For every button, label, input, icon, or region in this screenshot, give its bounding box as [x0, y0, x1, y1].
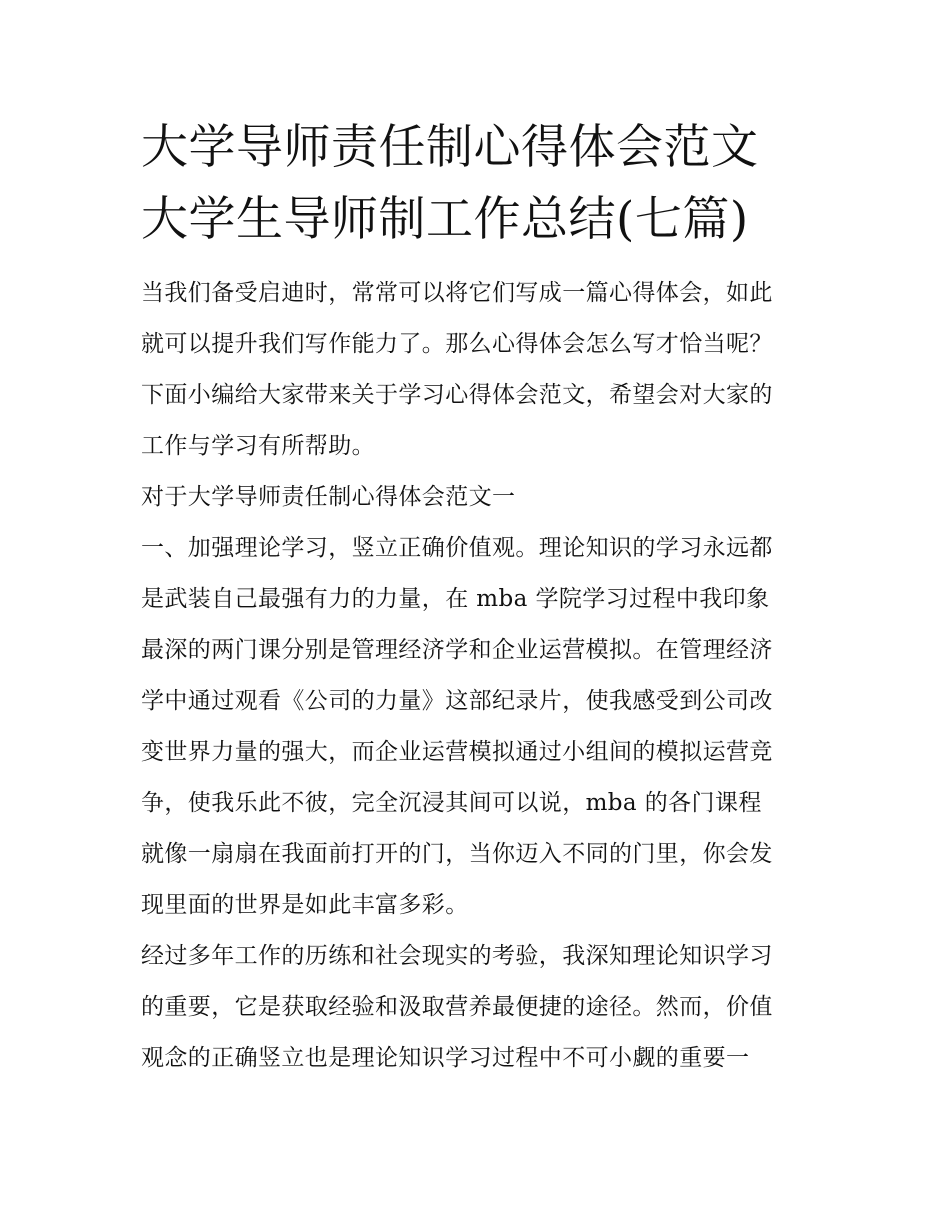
body-line-3: 下面小编给大家带来关于学习心得体会范文，希望会对大家的	[141, 382, 773, 408]
document-title	[141, 112, 831, 256]
body-line-13: 现里面的世界是如此丰富多彩。	[141, 892, 469, 918]
body-line-9: 学中通过观看《公司的力量》这部纪录片，使我感受到公司改	[141, 688, 773, 714]
body-line-16: 观念的正确竖立也是理论知识学习过程中不可小觑的重要一	[141, 1045, 750, 1071]
document-body	[141, 268, 831, 1084]
section-heading: 对于大学导师责任制心得体会范文一	[141, 484, 516, 510]
body-line-2: 就可以提升我们写作能力了。那么心得体会怎么写才恰当呢？	[141, 331, 773, 357]
document-content	[141, 112, 831, 1084]
body-line-14: 经过多年工作的历练和社会现实的考验，我深知理论知识学习	[141, 943, 773, 969]
title-line-1: 大学导师责任制心得体会范文	[141, 120, 759, 175]
body-line-4: 工作与学习有所帮助。	[141, 433, 375, 459]
body-line-10: 变世界力量的强大，而企业运营模拟通过小组间的模拟运营竞	[141, 739, 773, 765]
body-line-11: 争，使我乐此不彼，完全沉浸其间可以说，mba 的各门课程	[141, 790, 762, 816]
body-line-1: 当我们备受启迪时，常常可以将它们写成一篇心得体会，如此	[141, 280, 773, 306]
body-line-12: 就像一扇扇在我面前打开的门，当你迈入不同的门里，你会发	[141, 841, 773, 867]
body-line-6: 一、加强理论学习，竖立正确价值观。理论知识的学习永远都	[141, 535, 773, 561]
body-line-15: 的重要，它是获取经验和汲取营养最便捷的途径。然而，价值	[141, 994, 773, 1020]
title-line-2: 大学生导师制工作总结(七篇)	[141, 192, 749, 247]
body-line-7: 是武装自己最强有力的力量，在 mba 学院学习过程中我印象	[141, 586, 770, 612]
body-line-8: 最深的两门课分别是管理经济学和企业运营模拟。在管理经济	[141, 637, 773, 663]
